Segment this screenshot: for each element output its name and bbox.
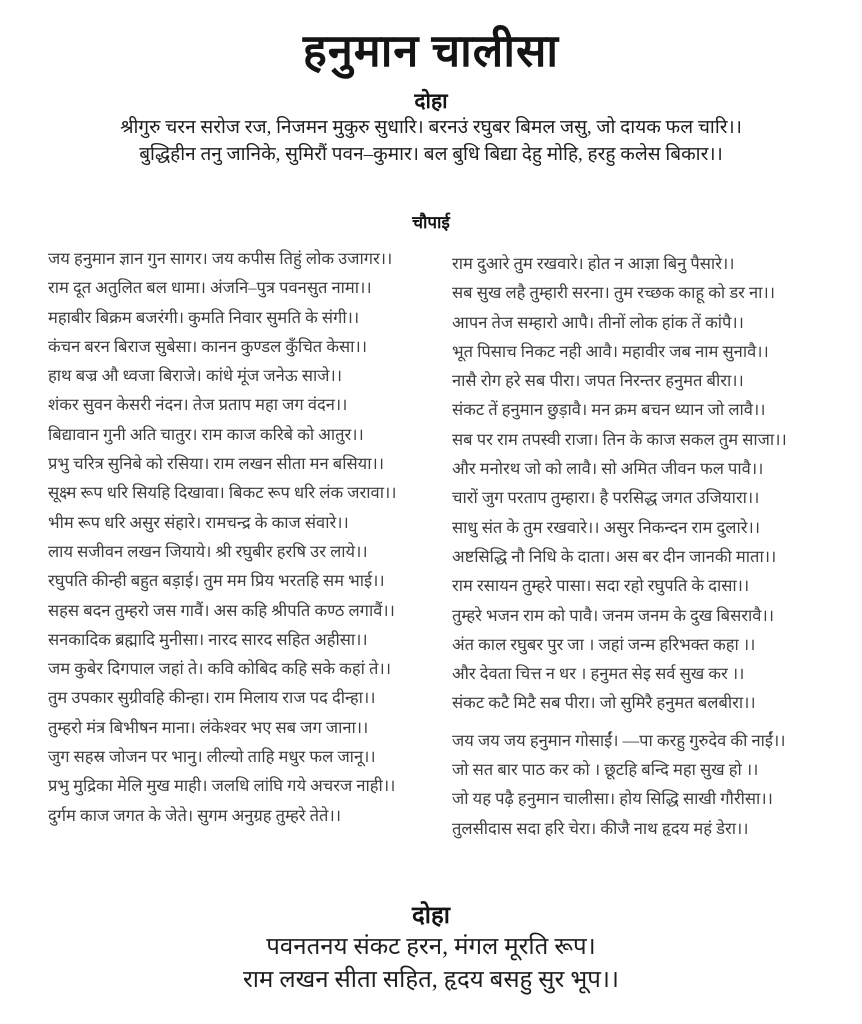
verse-line: जो सत बार पाठ कर को । छूटहि बन्दि महा सुख हो ।। xyxy=(452,760,759,780)
verse-line: जय जय जय हनुमान गोसाईं। —पा करहु गुरुदेव की नाईं।। xyxy=(452,730,786,750)
verse-column-left xyxy=(0,244,431,830)
verse-line: सनकादिक ब्रह्मादि मुनीसा। नारद सारद सहित अहीसा।। xyxy=(48,629,368,649)
verse-line: राम रसायन तुम्हरे पासा। सदा रहो रघुपति के दासा।। xyxy=(452,576,750,596)
verse-line: लाय सजीवन लखन जियाये। श्री रघुबीर हरषि उर लाये।। xyxy=(48,541,368,561)
doha-top-section xyxy=(0,88,862,168)
verse-line: महाबीर बिक्रम बजरंगी। कुमति निवार सुमति के संगी।। xyxy=(48,307,360,327)
verse-line: सब पर राम तपस्वी राजा। तिन के काज सकल तुम साजा।। xyxy=(452,429,787,449)
verse-line: भूत पिसाच निकट नही आवै। महावीर जब नाम सुनावै।। xyxy=(452,341,769,361)
verse-line: कंचन बरन बिराज सुबेसा। कानन कुण्डल कुँचित केसा।। xyxy=(48,336,367,356)
verse-line: हाथ बज्र औ ध्वजा बिराजे। कांधे मूंज जनेऊ साजे।। xyxy=(48,366,343,386)
verse-line: जो यह पढ़ै हनुमान चालीसा। होय सिद्धि साखी गौरीसा।। xyxy=(452,789,773,809)
verse-line: प्रभु मुद्रिका मेलि मुख माही। जलधि लांघि गये अचरज नाही।। xyxy=(48,776,396,796)
verse-line: नासै रोग हरे सब पीरा। जपत निरन्तर हनुमत बीरा।। xyxy=(452,371,744,391)
chaupai-heading: चौपाई xyxy=(412,213,450,232)
doha-top-line: बुद्धिहीन तनु जानिके, सुमिरौं पवन–कुमार। बल बुधि बिद्या देहु मोहि, हरहु कलेस बिकार।। xyxy=(139,144,723,165)
verse-line: साधु संत के तुम रखवारे।। असुर निकन्दन राम दुलारे।। xyxy=(452,517,761,537)
verse-column-right xyxy=(431,244,862,843)
verse-line: भीम रूप धरि असुर संहारे। रामचन्द्र के काज संवारे।। xyxy=(48,512,349,532)
verse-line: राम दुआरे तुम रखवारे। होत न आज्ञा बिनु पैसारे।। xyxy=(452,254,735,273)
verse-line: अंत काल रघुबर पुर जा । जहां जन्म हरिभक्त कहा ।। xyxy=(452,634,756,654)
doha-top-heading: दोहा xyxy=(414,89,448,113)
verse-line: सूक्ष्म रूप धरि सियहि दिखावा। बिकट रूप धरि लंक जरावा।। xyxy=(48,483,397,503)
verse-columns xyxy=(0,244,862,843)
verse-line: संकट कटै मिटै सब पीरा। जो सुमिरै हनुमत बलबीरा।। xyxy=(452,693,756,713)
verse-line: और मनोरथ जो को लावै। सो अमित जीवन फल पावै।। xyxy=(452,459,764,479)
verse-line: तुलसीदास सदा हरि चेरा। कीजै नाथ हृदय महं डेरा।। xyxy=(452,818,749,838)
verse-line: प्रभु चरित्र सुनिबे को रसिया। राम लखन सीता मन बसिया।। xyxy=(48,454,385,474)
verse-line: तुम उपकार सुग्रीवहि कीन्हा। राम मिलाय राज पद दीन्हा।। xyxy=(48,688,376,708)
verse-line: संकट तें हनुमान छुड़ावै। मन क्रम बचन ध्यान जो लावै।। xyxy=(452,400,766,420)
page-title: हनुमान चालीसा xyxy=(302,26,560,76)
verse-line: राम दूत अतुलित बल धामा। अंजनि–पुत्र पवनसुत नामा।। xyxy=(48,278,372,298)
verse-line: रघुपति कीन्ही बहुत बड़ाई। तुम मम प्रिय भरतहि सम भाई।। xyxy=(48,571,385,591)
verse-line: दुर्गम काज जगत के जेते। सुगम अनुग्रह तुम्हरे तेते।। xyxy=(48,805,341,825)
verse-line: शंकर सुवन केसरी नंदन। तेज प्रताप महा जग वंदन।। xyxy=(48,395,348,415)
verse-line: जुग सहस्र जोजन पर भानु। लील्यो ताहि मधुर फल जानू।। xyxy=(48,747,376,767)
verse-line: जम कुबेर दिगपाल जहां ते। कवि कोबिद कहि सके कहां ते।। xyxy=(48,659,391,679)
verse-line: आपन तेज सम्हारो आपै। तीनों लोक हांक तें कांपै।। xyxy=(452,312,744,332)
doha-top-line: श्रीगुरु चरन सरोज रज, निजमन मुकुरु सुधारि। बरनउं रघुबर बिमल जसु, जो दायक फल चारि।। xyxy=(120,117,742,138)
doha-bottom-heading: दोहा xyxy=(412,902,450,929)
verse-line: अष्टसिद्धि नौ निधि के दाता। अस बर दीन जानकी माता।। xyxy=(452,546,777,566)
doha-bottom-line: पवनतनय संकट हरन, मंगल मूरति रूप। xyxy=(266,933,596,960)
verse-line: और देवता चित्त न धर । हनुमत सेइ सर्व सुख कर ।। xyxy=(452,664,745,684)
verse-line: सब सुख लहै तुम्हारी सरना। तुम रच्छक काहू को डर ना।। xyxy=(452,283,775,303)
doha-bottom-section xyxy=(0,901,862,997)
verse-line: तुम्हरो मंत्र बिभीषन माना। लंकेश्वर भए सब जग जाना।। xyxy=(48,717,369,737)
verse-line: सहस बदन तुम्हरो जस गावैं। अस कहि श्रीपति कण्ठ लगावैं।। xyxy=(48,600,395,620)
verse-line: जय हनुमान ज्ञान गुन सागर। जय कपीस तिहुं लोक उजागर।। xyxy=(48,249,393,268)
chaupai-section xyxy=(0,212,862,843)
doha-bottom-line: राम लखन सीता सहित, हृदय बसहु सुर भूप।। xyxy=(242,966,620,993)
verse-line: बिद्यावान गुनी अति चातुर। राम काज करिबे को आतुर।। xyxy=(48,424,364,444)
verse-line: चारों जुग परताप तुम्हारा। है परसिद्ध जगत उजियारा।। xyxy=(452,488,760,508)
verse-line: तुम्हरे भजन राम को पावै। जनम जनम के दुख बिसरावै।। xyxy=(452,605,774,625)
